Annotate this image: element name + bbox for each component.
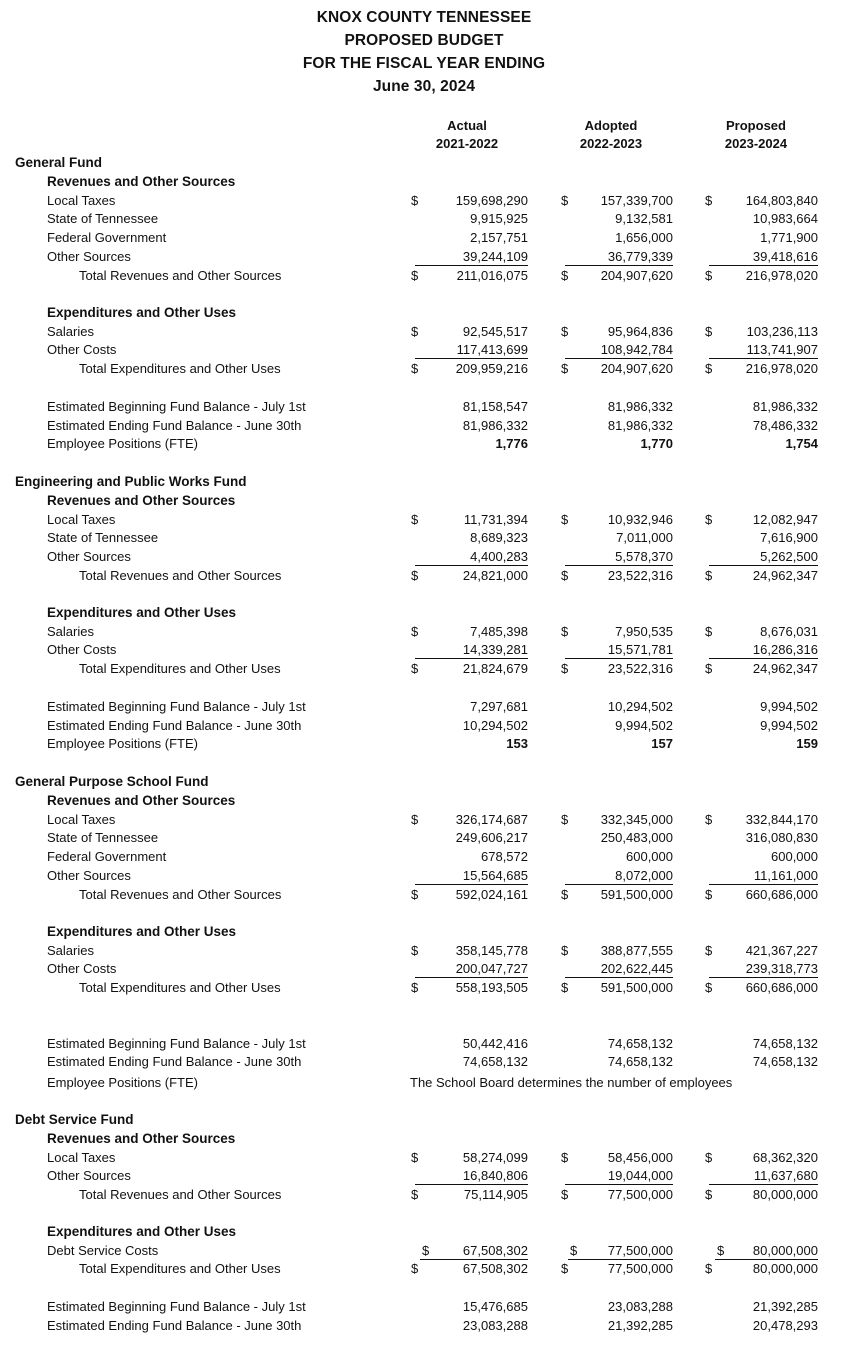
cell-value: 558,193,505: [455, 980, 528, 995]
cell-value: 15,564,685: [415, 867, 528, 885]
cell-value: 74,658,132: [607, 1054, 673, 1069]
cell-value: 81,986,332: [462, 418, 528, 433]
row-label: Other Sources: [47, 249, 131, 264]
dollar-sign: $: [561, 812, 569, 827]
section-title: Revenues and Other Sources: [47, 1131, 236, 1146]
cell-value: 332,345,000: [600, 812, 673, 827]
row-label: Federal Government: [47, 849, 167, 864]
cell-value: 157,339,700: [600, 193, 673, 208]
row-label: Other Costs: [47, 961, 117, 976]
cell-value: 12,082,947: [752, 512, 818, 527]
cell-value: 80,000,000: [752, 1261, 818, 1276]
title-line: KNOX COUNTY TENNESSEE: [316, 9, 532, 26]
cell-value: 239,318,773: [709, 960, 818, 978]
cell-value: 358,145,778: [455, 943, 528, 958]
cell-value: 14,339,281: [415, 641, 528, 659]
dollar-sign: $: [411, 980, 419, 995]
cell-value: 11,161,000: [709, 867, 818, 885]
cell-value: 50,442,416: [462, 1036, 528, 1051]
dollar-sign: $: [705, 812, 713, 827]
cell-value: 249,606,217: [455, 830, 528, 845]
cell-value: 23,522,316: [607, 568, 673, 583]
cell-value: 23,083,288: [462, 1318, 528, 1333]
cell-value: 1,771,900: [760, 230, 818, 245]
cell-value: 1,770: [640, 436, 673, 451]
cell-value: 77,500,000: [607, 1261, 673, 1276]
cell-value: 421,367,227: [745, 943, 818, 958]
cell-value: 216,978,020: [745, 361, 818, 376]
dollar-sign: $: [411, 887, 419, 902]
cell-value: 660,686,000: [745, 887, 818, 902]
cell-value: 10,294,502: [462, 718, 528, 733]
cell-value: 20,478,293: [752, 1318, 818, 1333]
cell-value: 74,658,132: [752, 1036, 818, 1051]
column-header-label: Proposed: [726, 118, 786, 133]
cell-value: 11,637,680: [709, 1167, 818, 1185]
cell-value: 2,157,751: [470, 230, 528, 245]
dollar-sign: $: [561, 1150, 569, 1165]
cell-value: 81,986,332: [752, 399, 818, 414]
cell-value: 80,000,000: [752, 1187, 818, 1202]
cell-value: 7,297,681: [470, 699, 528, 714]
dollar-sign: $: [717, 1243, 725, 1258]
cell-value: 388,877,555: [600, 943, 673, 958]
row-label: Local Taxes: [47, 193, 116, 208]
cell-value: 326,174,687: [455, 812, 528, 827]
dollar-sign: $: [411, 943, 419, 958]
row-label: Estimated Beginning Fund Balance - July 1st: [47, 1299, 306, 1314]
row-label: Local Taxes: [47, 1150, 116, 1165]
cell-value: 81,986,332: [607, 418, 673, 433]
cell-value: 9,994,502: [760, 718, 818, 733]
row-label: Salaries: [47, 943, 94, 958]
employee-note: The School Board determines the number of employees: [410, 1075, 733, 1090]
cell-value: 9,915,925: [470, 211, 528, 226]
cell-value: 7,616,900: [760, 530, 818, 545]
dollar-sign: $: [411, 268, 419, 283]
cell-value: 592,024,161: [455, 887, 528, 902]
dollar-sign: $: [411, 568, 419, 583]
fund-title: General Purpose School Fund: [15, 774, 209, 789]
cell-value: 39,418,616: [709, 248, 818, 266]
cell-value: 75,114,905: [463, 1187, 528, 1202]
cell-value: 77,500,000: [568, 1242, 673, 1260]
cell-value: 8,072,000: [565, 867, 673, 885]
dollar-sign: $: [705, 1261, 713, 1276]
column-header-period: 2021-2022: [435, 136, 499, 151]
row-label: Estimated Beginning Fund Balance - July 1st: [47, 399, 306, 414]
cell-value: 159: [796, 736, 818, 751]
cell-value: 678,572: [481, 849, 528, 864]
dollar-sign: $: [411, 661, 419, 676]
cell-value: 16,840,806: [415, 1167, 528, 1185]
dollar-sign: $: [561, 661, 569, 676]
dollar-sign: $: [705, 268, 713, 283]
dollar-sign: $: [411, 361, 419, 376]
cell-value: 164,803,840: [745, 193, 818, 208]
dollar-sign: $: [561, 943, 569, 958]
cell-value: 1,656,000: [615, 230, 673, 245]
cell-value: 1,754: [785, 436, 818, 451]
cell-value: 117,413,699: [415, 341, 528, 359]
row-label: Other Costs: [47, 642, 117, 657]
cell-value: 153: [506, 736, 528, 751]
section-title: Expenditures and Other Uses: [47, 924, 237, 939]
cell-value: 8,689,323: [470, 530, 528, 545]
section-title: Expenditures and Other Uses: [47, 1224, 237, 1239]
section-title: Revenues and Other Sources: [47, 793, 236, 808]
row-label: Estimated Ending Fund Balance - June 30th: [47, 1054, 302, 1069]
cell-value: 7,950,535: [615, 624, 673, 639]
dollar-sign: $: [411, 1261, 419, 1276]
cell-value: 19,044,000: [565, 1167, 673, 1185]
column-header-label: Actual: [447, 118, 487, 133]
cell-value: 36,779,339: [565, 248, 673, 266]
row-label: Salaries: [47, 324, 94, 339]
cell-value: 108,942,784: [565, 341, 673, 359]
cell-value: 68,362,320: [752, 1150, 818, 1165]
section-title: Revenues and Other Sources: [47, 174, 236, 189]
row-label: State of Tennessee: [47, 830, 159, 845]
section-title: Expenditures and Other Uses: [47, 305, 237, 320]
cell-value: 7,485,398: [470, 624, 528, 639]
dollar-sign: $: [561, 1261, 569, 1276]
cell-value: 7,011,000: [616, 530, 673, 545]
row-label: Local Taxes: [47, 812, 116, 827]
row-label: Estimated Ending Fund Balance - June 30th: [47, 418, 302, 433]
cell-value: 15,476,685: [462, 1299, 528, 1314]
cell-value: 591,500,000: [600, 887, 673, 902]
row-label: Employee Positions (FTE): [47, 1075, 198, 1090]
cell-value: 113,741,907: [709, 341, 818, 359]
dollar-sign: $: [705, 1187, 713, 1202]
row-label: Debt Service Costs: [47, 1243, 159, 1258]
cell-value: 80,000,000: [715, 1242, 818, 1260]
cell-value: 591,500,000: [600, 980, 673, 995]
fund-title: Engineering and Public Works Fund: [15, 474, 247, 489]
row-label: Estimated Ending Fund Balance - June 30th: [47, 718, 302, 733]
row-label: State of Tennessee: [47, 211, 159, 226]
row-label: Estimated Beginning Fund Balance - July 1st: [47, 1036, 306, 1051]
cell-value: 10,932,946: [607, 512, 673, 527]
row-label: Other Sources: [47, 549, 131, 564]
dollar-sign: $: [561, 324, 569, 339]
row-label: Estimated Ending Fund Balance - June 30th: [47, 1318, 302, 1333]
cell-value: 74,658,132: [462, 1054, 528, 1069]
cell-value: 660,686,000: [745, 980, 818, 995]
cell-value: 9,994,502: [760, 699, 818, 714]
cell-value: 16,286,316: [709, 641, 818, 659]
cell-value: 11,731,394: [463, 512, 528, 527]
dollar-sign: $: [422, 1243, 430, 1258]
cell-value: 67,508,302: [462, 1261, 528, 1276]
cell-value: 95,964,836: [607, 324, 673, 339]
dollar-sign: $: [411, 1150, 419, 1165]
row-label: Total Revenues and Other Sources: [79, 1187, 282, 1202]
section-title: Revenues and Other Sources: [47, 493, 236, 508]
cell-value: 23,522,316: [607, 661, 673, 676]
cell-value: 21,392,285: [607, 1318, 673, 1333]
cell-value: 204,907,620: [600, 268, 673, 283]
cell-value: 23,083,288: [607, 1299, 673, 1314]
cell-value: 332,844,170: [745, 812, 818, 827]
cell-value: 211,016,075: [456, 268, 528, 283]
dollar-sign: $: [561, 193, 569, 208]
dollar-sign: $: [561, 980, 569, 995]
cell-value: 157: [651, 736, 673, 751]
section-title: Expenditures and Other Uses: [47, 605, 237, 620]
cell-value: 159,698,290: [455, 193, 528, 208]
cell-value: 216,978,020: [745, 268, 818, 283]
cell-value: 10,294,502: [607, 699, 673, 714]
dollar-sign: $: [705, 943, 713, 958]
column-header-period: 2022-2023: [579, 136, 643, 151]
row-label: Other Costs: [47, 342, 117, 357]
cell-value: 10,983,664: [752, 211, 818, 226]
cell-value: 209,959,216: [455, 361, 528, 376]
dollar-sign: $: [561, 268, 569, 283]
cell-value: 202,622,445: [565, 960, 673, 978]
cell-value: 600,000: [626, 849, 673, 864]
cell-value: 74,658,132: [752, 1054, 818, 1069]
row-label: Total Expenditures and Other Uses: [79, 361, 281, 376]
dollar-sign: $: [411, 624, 419, 639]
cell-value: 77,500,000: [607, 1187, 673, 1202]
row-label: Employee Positions (FTE): [47, 736, 198, 751]
cell-value: 1,776: [495, 436, 528, 451]
cell-value: 600,000: [771, 849, 818, 864]
dollar-sign: $: [411, 324, 419, 339]
cell-value: 58,274,099: [462, 1150, 528, 1165]
row-label: Other Sources: [47, 1168, 131, 1183]
cell-value: 24,962,347: [752, 661, 818, 676]
fund-title: Debt Service Fund: [15, 1112, 134, 1127]
cell-value: 103,236,113: [746, 324, 818, 339]
dollar-sign: $: [411, 1187, 419, 1202]
dollar-sign: $: [570, 1243, 578, 1258]
cell-value: 24,962,347: [752, 568, 818, 583]
fund-title: General Fund: [15, 155, 103, 170]
dollar-sign: $: [561, 512, 569, 527]
cell-value: 9,132,581: [615, 211, 673, 226]
cell-value: 81,158,547: [462, 399, 528, 414]
cell-value: 39,244,109: [415, 248, 528, 266]
row-label: Total Expenditures and Other Uses: [79, 1261, 281, 1276]
cell-value: 78,486,332: [752, 418, 818, 433]
cell-value: 5,578,370: [565, 548, 673, 566]
dollar-sign: $: [411, 812, 419, 827]
dollar-sign: $: [411, 512, 419, 527]
title-line: FOR THE FISCAL YEAR ENDING: [302, 55, 546, 72]
cell-value: 316,080,830: [745, 830, 818, 845]
title-line: PROPOSED BUDGET: [344, 32, 504, 49]
dollar-sign: $: [705, 512, 713, 527]
cell-value: 92,545,517: [462, 324, 528, 339]
dollar-sign: $: [705, 887, 713, 902]
cell-value: 204,907,620: [600, 361, 673, 376]
row-label: Salaries: [47, 624, 94, 639]
row-label: Total Expenditures and Other Uses: [79, 980, 281, 995]
cell-value: 67,508,302: [420, 1242, 528, 1260]
column-header-period: 2023-2024: [724, 136, 788, 151]
cell-value: 4,400,283: [415, 548, 528, 566]
dollar-sign: $: [561, 568, 569, 583]
cell-value: 24,821,000: [462, 568, 528, 583]
cell-value: 200,047,727: [415, 960, 528, 978]
cell-value: 5,262,500: [709, 548, 818, 566]
row-label: Total Revenues and Other Sources: [79, 268, 282, 283]
row-label: Total Expenditures and Other Uses: [79, 661, 281, 676]
row-label: State of Tennessee: [47, 530, 159, 545]
row-label: Estimated Beginning Fund Balance - July 1st: [47, 699, 306, 714]
row-label: Employee Positions (FTE): [47, 436, 198, 451]
row-label: Total Revenues and Other Sources: [79, 568, 282, 583]
column-header-label: Adopted: [584, 118, 638, 133]
dollar-sign: $: [561, 1187, 569, 1202]
title-line: June 30, 2024: [372, 78, 476, 95]
row-label: Other Sources: [47, 868, 131, 883]
dollar-sign: $: [561, 361, 569, 376]
dollar-sign: $: [561, 624, 569, 639]
cell-value: 250,483,000: [600, 830, 673, 845]
dollar-sign: $: [705, 661, 713, 676]
cell-value: 15,571,781: [565, 641, 673, 659]
cell-value: 8,676,031: [760, 624, 818, 639]
cell-value: 9,994,502: [615, 718, 673, 733]
dollar-sign: $: [705, 193, 713, 208]
cell-value: 58,456,000: [607, 1150, 673, 1165]
row-label: Local Taxes: [47, 512, 116, 527]
dollar-sign: $: [705, 624, 713, 639]
cell-value: 21,824,679: [462, 661, 528, 676]
dollar-sign: $: [705, 980, 713, 995]
dollar-sign: $: [705, 324, 713, 339]
cell-value: 21,392,285: [752, 1299, 818, 1314]
dollar-sign: $: [705, 1150, 713, 1165]
dollar-sign: $: [561, 887, 569, 902]
dollar-sign: $: [411, 193, 419, 208]
row-label: Total Revenues and Other Sources: [79, 887, 282, 902]
dollar-sign: $: [705, 568, 713, 583]
cell-value: 74,658,132: [607, 1036, 673, 1051]
cell-value: 81,986,332: [607, 399, 673, 414]
dollar-sign: $: [705, 361, 713, 376]
row-label: Federal Government: [47, 230, 167, 245]
